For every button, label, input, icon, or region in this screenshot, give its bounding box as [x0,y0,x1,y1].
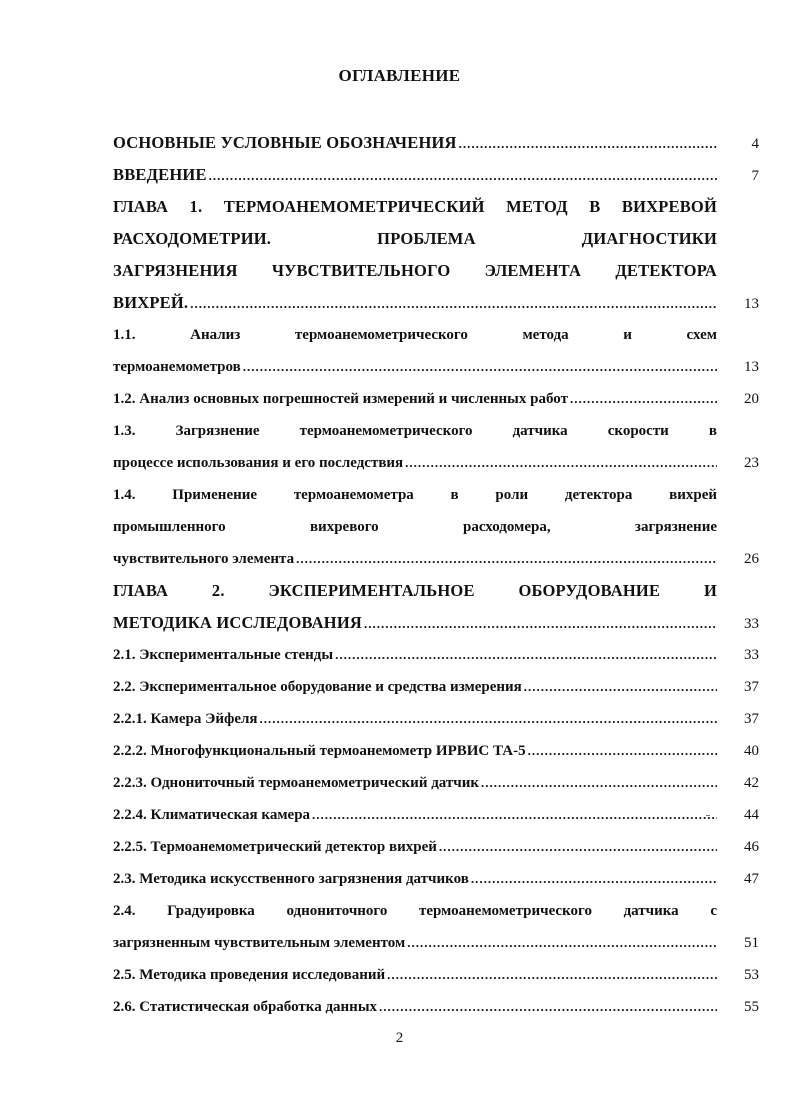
toc-entry-line [113,671,759,703]
dot-leader [312,799,717,831]
toc-entry-line [113,735,759,767]
toc-entry-line [113,447,759,479]
toc-entry-line [113,319,759,351]
toc-page-number: 33 [744,616,759,632]
toc-entry-title: ЗАГРЯЗНЕНИЯ ЧУВСТВИТЕЛЬНОГО ЭЛЕМЕНТА ДЕТЕКТОРА [113,261,717,280]
toc-entry-title: ГЛАВА 1. ТЕРМОАНЕМОМЕТРИЧЕСКИЙ МЕТОД В ВИХРЕВОЙ [113,197,717,216]
toc-entry[interactable] [113,895,759,959]
toc-entry-title: 2.2.4. Климатическая камера [113,807,311,823]
toc-entry[interactable] [113,159,759,191]
toc-entry-line [113,703,759,735]
toc-entry-title: 2.2.2. Многофункциональный термоанемометр ИРВИС ТА-5 [113,743,526,759]
toc-entry-title: 1.1. Анализ термоанемометрического метода и схем [113,327,717,343]
toc-page-number: 51 [744,935,759,951]
toc-entry-line [113,223,759,255]
table-of-contents [113,127,759,1023]
toc-entry[interactable] [113,767,759,799]
scan-mark [706,815,710,816]
toc-entry[interactable] [113,991,759,1023]
toc-entry-title: 2.2. Экспериментальное оборудование и средства измерения [113,679,522,695]
toc-entry-title: ВИХРЕЙ. [113,293,189,312]
toc-entry-title: 2.4. Градуировка однониточного термоанемометрического датчика с [113,903,717,919]
dot-leader [528,735,717,767]
toc-page-number: 47 [744,871,759,887]
dot-leader [481,767,717,799]
dot-leader [439,831,717,863]
toc-entry-title: 2.2.5. Термоанемометрический детектор вихрей [113,839,437,855]
toc-entry-title: РАСХОДОМЕТРИИ. ПРОБЛЕМА ДИАГНОСТИКИ [113,229,717,248]
toc-entry-title: ОСНОВНЫЕ УСЛОВНЫЕ ОБОЗНАЧЕНИЯ [113,133,457,152]
toc-entry[interactable] [113,799,759,831]
toc-entry-line [113,543,759,575]
toc-entry-title: 2.2.1. Камера Эйфеля [113,711,258,727]
toc-entry-title: 2.2.3. Однониточный термоанемометрический датчик [113,775,480,791]
toc-page-number: 13 [744,296,759,312]
toc-entry[interactable] [113,735,759,767]
dot-leader [296,543,717,575]
toc-page-number: 4 [751,136,759,152]
toc-entry-line [113,767,759,799]
toc-entry-title: промышленного вихревого расходомера, загрязнение [113,519,717,535]
toc-entry-line [113,351,759,383]
toc-page-number: 33 [744,647,759,663]
toc-entry-title: 2.6. Статистическая обработка данных [113,999,378,1015]
dot-leader [459,128,717,160]
toc-entry-title: 2.3. Методика искусственного загрязнения датчиков [113,871,469,887]
toc-entry-title: чувствительного элемента [113,551,295,567]
toc-entry[interactable] [113,671,759,703]
toc-entry-line [113,959,759,991]
toc-entry-line [113,287,759,319]
dot-leader [335,639,717,671]
toc-page-number: 55 [744,999,759,1015]
toc-entry[interactable] [113,479,759,575]
toc-entry-title: процессе использования и его последствия [113,455,404,471]
toc-page-number: 7 [751,168,759,184]
dot-leader [471,863,717,895]
toc-entry-line [113,991,759,1023]
toc-entry-title: 1.3. Загрязнение термоанемометрического датчика скорости в [113,423,717,439]
dot-leader [387,959,717,991]
toc-entry-line [113,511,759,543]
toc-entry[interactable] [113,959,759,991]
toc-page-number: 42 [744,775,759,791]
dot-leader [524,671,717,703]
page-title: ОГЛАВЛЕНИЕ [338,66,461,85]
toc-page-number: 37 [744,711,759,727]
toc-entry-line [113,127,759,159]
toc-entry-title: МЕТОДИКА ИССЛЕДОВАНИЯ [113,613,362,632]
toc-entry[interactable] [113,415,759,479]
toc-entry-title: ВВЕДЕНИЕ [113,165,207,184]
toc-entry-line [113,831,759,863]
dot-leader [570,383,717,415]
toc-entry-line [113,927,759,959]
toc-entry-title: ГЛАВА 2. ЭКСПЕРИМЕНТАЛЬНОЕ ОБОРУДОВАНИЕ И [113,581,717,600]
toc-entry-line [113,191,759,223]
toc-entry-title: 2.5. Методика проведения исследований [113,967,386,983]
dot-leader [364,608,717,640]
toc-page-number: 40 [744,743,759,759]
toc-entry-title: 2.1. Экспериментальные стенды [113,647,334,663]
toc-entry-line [113,575,759,607]
toc-page-number: 13 [744,359,759,375]
toc-entry-line [113,607,759,639]
toc-page-number: 23 [744,455,759,471]
dot-leader [260,703,717,735]
toc-entry[interactable] [113,703,759,735]
toc-entry-line [113,383,759,415]
toc-entry[interactable] [113,575,759,639]
toc-entry[interactable] [113,639,759,671]
toc-entry-line [113,255,759,287]
dot-leader [190,288,717,320]
toc-entry[interactable] [113,191,759,319]
dot-leader [209,160,717,192]
toc-entry-line [113,863,759,895]
dot-leader [243,351,717,383]
toc-entry-line [113,415,759,447]
toc-entry-title: термоанемометров [113,359,241,375]
toc-entry[interactable] [113,863,759,895]
toc-page-number: 53 [744,967,759,983]
toc-page-number: 44 [744,807,759,823]
toc-entry[interactable] [113,383,759,415]
dot-leader [379,991,717,1023]
toc-page-number: 20 [744,391,759,407]
toc-entry-line [113,639,759,671]
toc-entry-line [113,799,759,831]
toc-page-number: 46 [744,839,759,855]
toc-entry[interactable] [113,127,759,159]
page-number: 2 [395,1030,404,1046]
toc-entry-line [113,159,759,191]
toc-entry-line [113,479,759,511]
toc-entry-line [113,895,759,927]
toc-page-number: 26 [744,551,759,567]
dot-leader [405,447,717,479]
toc-entry-title: загрязненным чувствительным элементом [113,935,406,951]
toc-entry-title: 1.4. Применение термоанемометра в роли детектора вихрей [113,487,717,503]
dot-leader [407,927,717,959]
toc-page-number: 37 [744,679,759,695]
toc-entry[interactable] [113,831,759,863]
toc-entry[interactable] [113,319,759,383]
toc-entry-title: 1.2. Анализ основных погрешностей измерений и численных работ [113,391,568,407]
